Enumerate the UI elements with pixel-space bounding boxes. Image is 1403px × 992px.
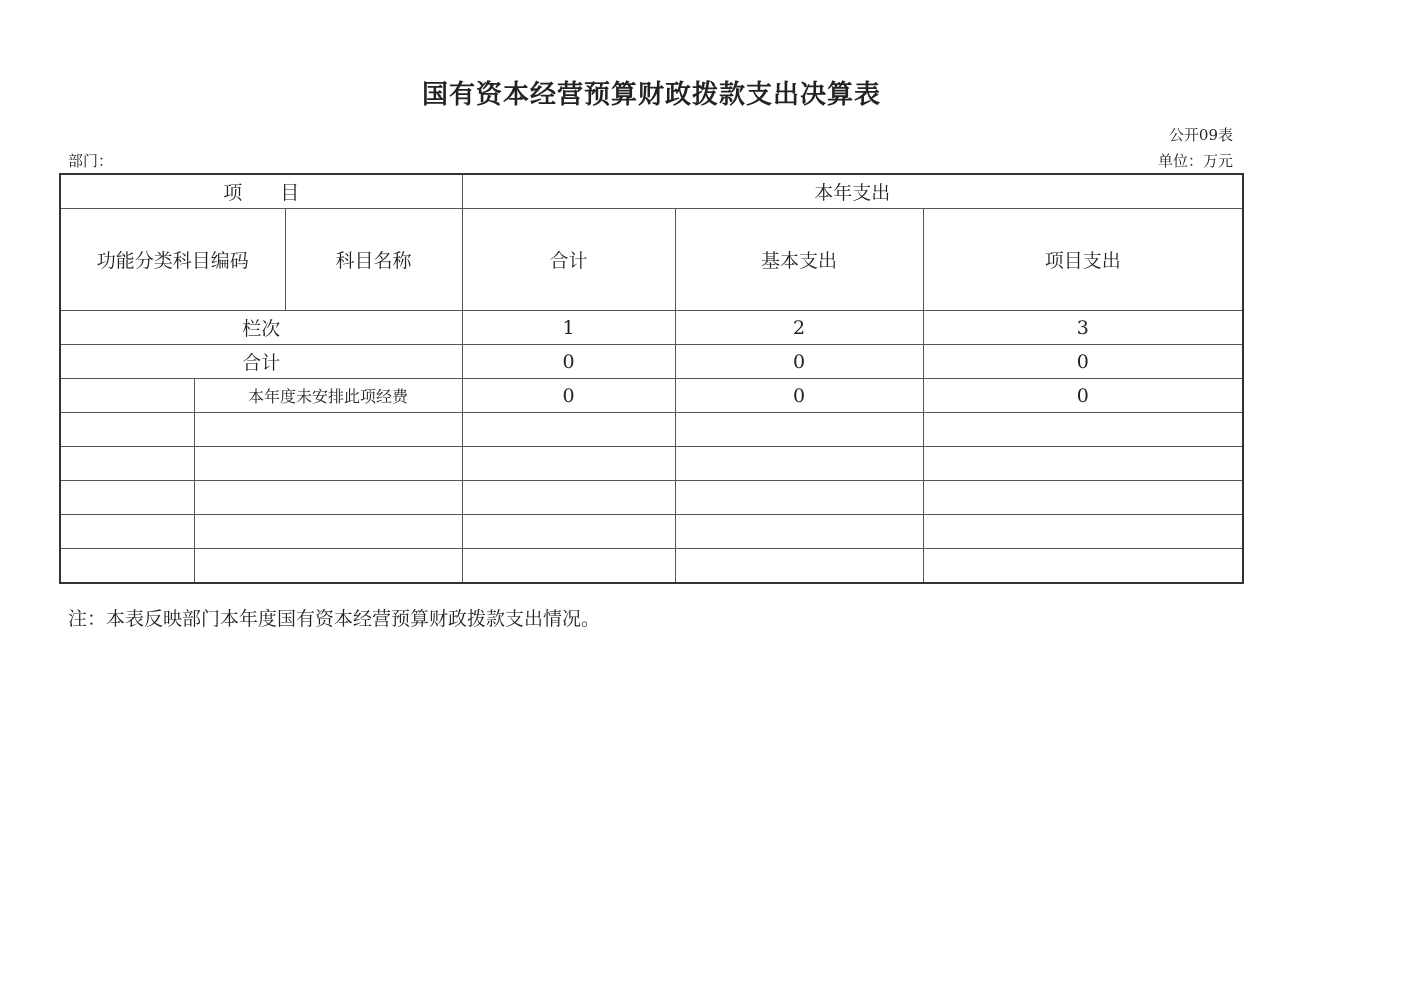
table-subheader-row: [60, 209, 1243, 311]
cell-basic: [675, 447, 923, 481]
table-row: [60, 515, 1243, 549]
index-cell: 3: [923, 311, 1243, 345]
index-cell: 1: [462, 311, 675, 345]
table-row: [60, 481, 1243, 515]
cell-total: [462, 549, 675, 584]
table-row-total: [60, 345, 1243, 379]
cell-basic: [675, 481, 923, 515]
col-header-total: 合计: [462, 209, 675, 311]
cell-basic: 0: [675, 379, 923, 413]
table-row: [60, 549, 1243, 584]
page-title: 国有资本经营预算财政拨款支出决算表: [421, 80, 881, 110]
footnote: 注：本表反映部门本年度国有资本经营预算财政拨款支出情况。: [68, 608, 601, 630]
cell-project: [923, 481, 1243, 515]
index-cell: 2: [675, 311, 923, 345]
cell-code: [60, 413, 194, 447]
table-row-index: [60, 311, 1243, 345]
form-number: 公开09表: [1168, 126, 1233, 144]
cell-total: [462, 447, 675, 481]
cell-name: 本年度未安排此项经费: [194, 379, 462, 413]
total-label: 合计: [60, 345, 462, 379]
cell-total: [462, 413, 675, 447]
cell-total: 0: [462, 379, 675, 413]
table-row: [60, 379, 1243, 413]
cell-code: [60, 515, 194, 549]
table-row: [60, 447, 1243, 481]
header-item: 项 目: [60, 174, 462, 209]
cell-name: [194, 413, 462, 447]
cell-code: [60, 447, 194, 481]
total-cell: 0: [923, 345, 1243, 379]
cell-basic: [675, 549, 923, 584]
cell-basic: [675, 413, 923, 447]
cell-project: 0: [923, 379, 1243, 413]
table-header-row: [60, 174, 1243, 209]
header-current-year: 本年支出: [462, 174, 1243, 209]
table-row: [60, 413, 1243, 447]
cell-name: [194, 481, 462, 515]
cell-total: [462, 481, 675, 515]
department-label: 部门：: [68, 152, 114, 170]
unit-label: 单位：万元: [1157, 152, 1233, 170]
total-cell: 0: [462, 345, 675, 379]
total-cell: 0: [675, 345, 923, 379]
cell-project: [923, 413, 1243, 447]
budget-expenditure-table: [59, 173, 1244, 584]
cell-total: [462, 515, 675, 549]
cell-code: [60, 481, 194, 515]
cell-code: [60, 379, 194, 413]
cell-name: [194, 447, 462, 481]
col-header-code: 功能分类科目编码: [60, 209, 285, 311]
cell-code: [60, 549, 194, 584]
col-header-name: 科目名称: [285, 209, 462, 311]
cell-project: [923, 515, 1243, 549]
col-header-basic: 基本支出: [675, 209, 923, 311]
cell-name: [194, 515, 462, 549]
row-index-label: 栏次: [60, 311, 462, 345]
cell-name: [194, 549, 462, 584]
col-header-project: 项目支出: [923, 209, 1243, 311]
cell-project: [923, 549, 1243, 584]
cell-basic: [675, 515, 923, 549]
cell-project: [923, 447, 1243, 481]
